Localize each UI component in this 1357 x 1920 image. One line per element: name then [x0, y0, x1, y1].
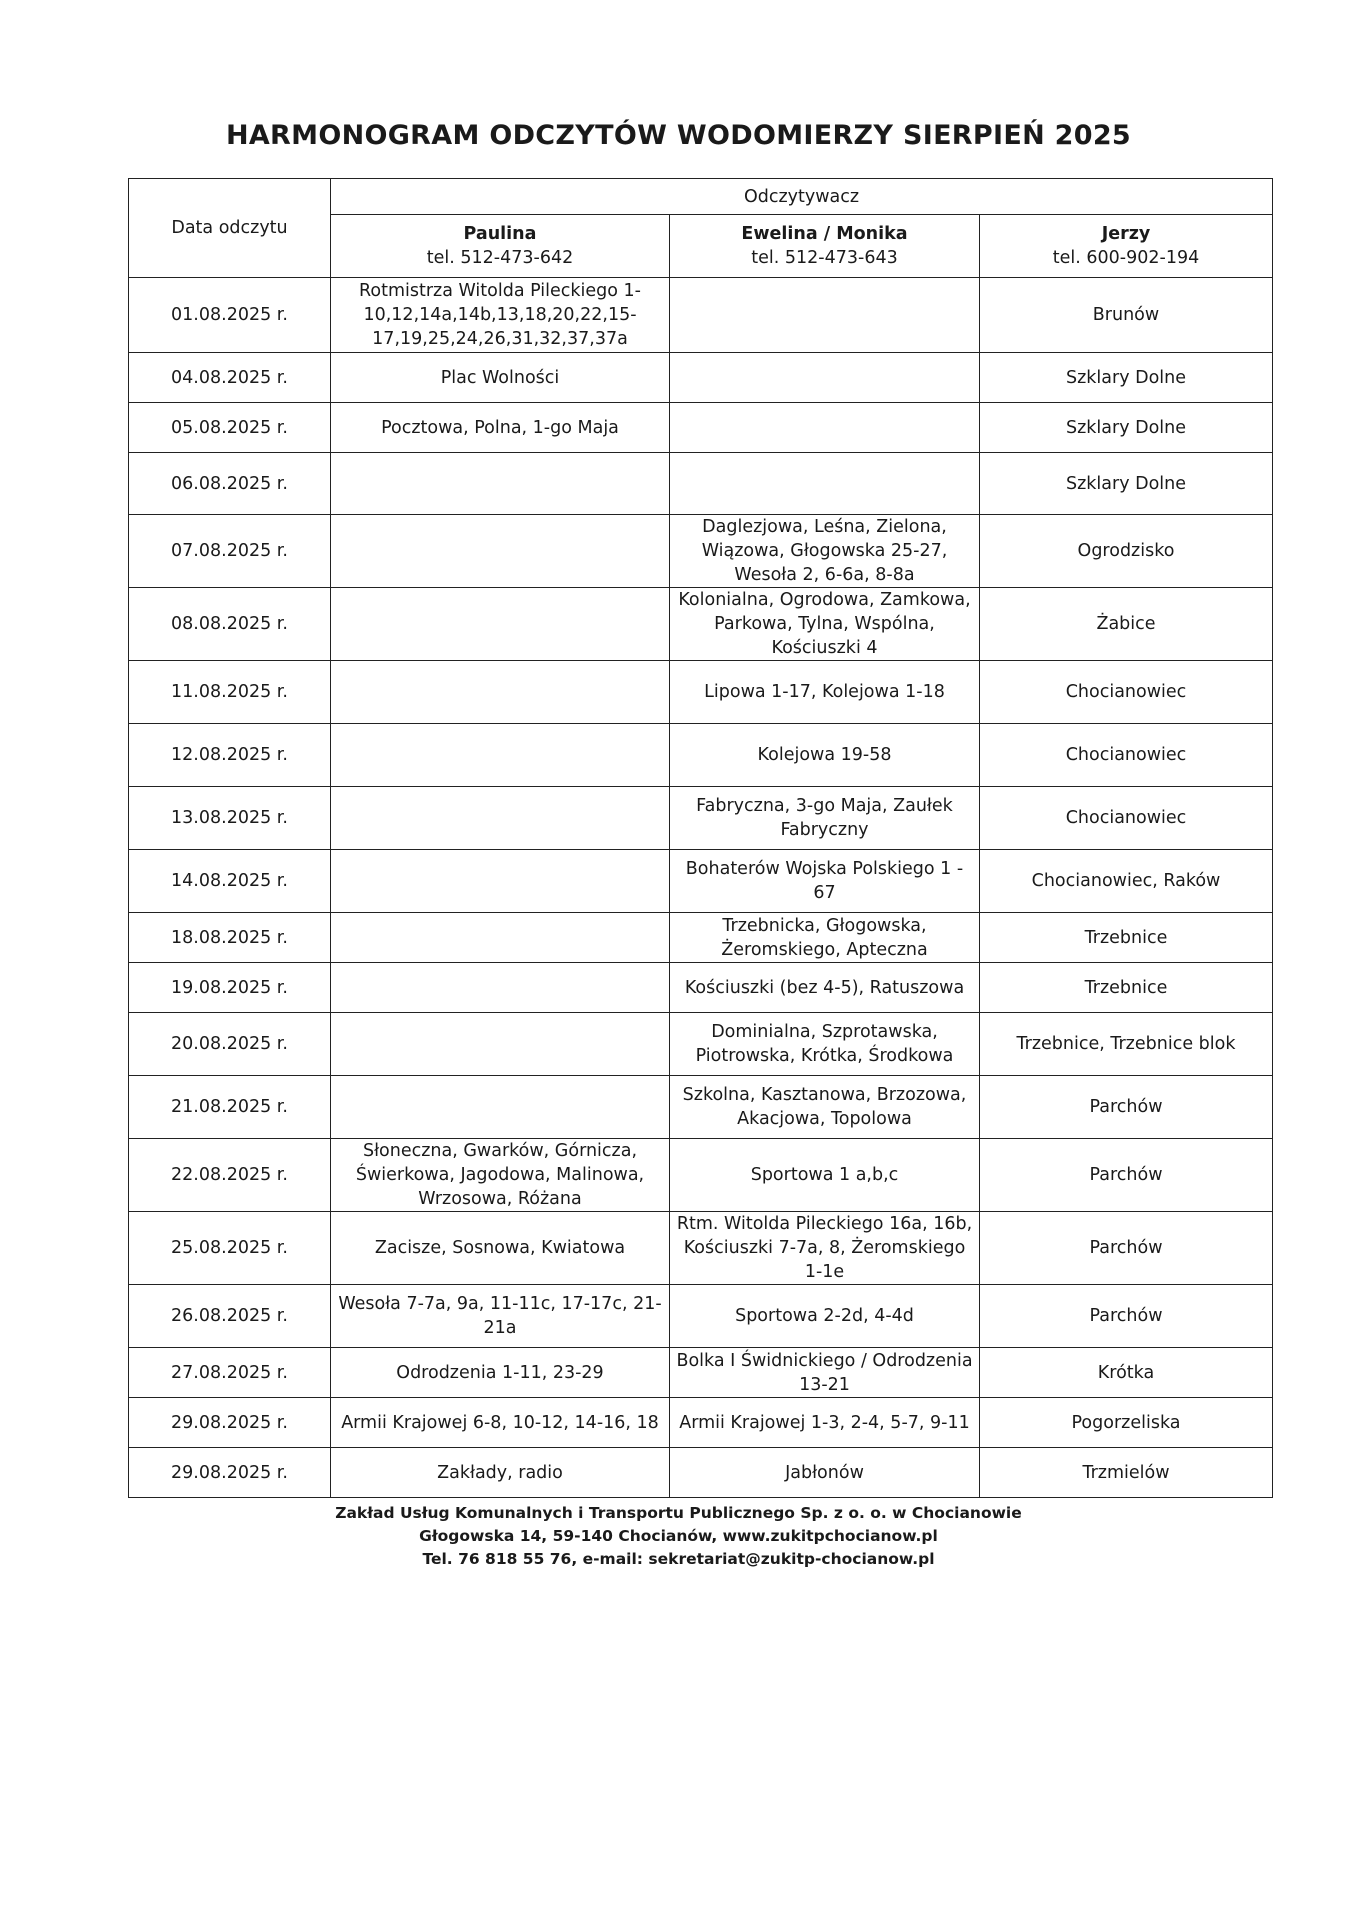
paulina-cell	[331, 1076, 670, 1139]
date-cell: 27.08.2025 r.	[129, 1348, 331, 1398]
table-row	[129, 403, 1273, 453]
paulina-cell	[331, 963, 670, 1013]
ewelina-monika-cell: Dominialna, Szprotawska, Piotrowska, Krótka, Środkowa	[670, 1013, 980, 1076]
date-cell: 21.08.2025 r.	[129, 1076, 331, 1139]
jerzy-cell: Chocianowiec, Raków	[980, 850, 1273, 913]
header-row-top	[129, 179, 1273, 215]
date-cell: 04.08.2025 r.	[129, 353, 331, 403]
date-cell: 18.08.2025 r.	[129, 913, 331, 963]
jerzy-cell: Szklary Dolne	[980, 353, 1273, 403]
paulina-cell: Odrodzenia 1-11, 23-29	[331, 1348, 670, 1398]
readers-header: Odczytywacz	[331, 179, 1273, 215]
jerzy-cell: Parchów	[980, 1076, 1273, 1139]
jerzy-cell: Parchów	[980, 1285, 1273, 1348]
ewelina-monika-cell	[670, 403, 980, 453]
table-row	[129, 1212, 1273, 1285]
table-row	[129, 1398, 1273, 1448]
paulina-cell	[331, 724, 670, 787]
reader-name: Ewelina / Monika	[741, 224, 908, 244]
table-row	[129, 1348, 1273, 1398]
date-cell: 19.08.2025 r.	[129, 963, 331, 1013]
paulina-cell: Armii Krajowej 6-8, 10-12, 14-16, 18	[331, 1398, 670, 1448]
date-cell: 01.08.2025 r.	[129, 278, 331, 353]
reader-name: Paulina	[463, 224, 537, 244]
footer-contact: Tel. 76 818 55 76, e-mail: sekretariat@zukitp-chocianow.pl	[422, 1550, 935, 1568]
date-cell: 08.08.2025 r.	[129, 588, 331, 661]
ewelina-monika-cell: Kościuszki (bez 4-5), Ratuszowa	[670, 963, 980, 1013]
date-cell: 05.08.2025 r.	[129, 403, 331, 453]
paulina-cell	[331, 787, 670, 850]
table-row	[129, 724, 1273, 787]
table-row	[129, 453, 1273, 515]
date-cell: 25.08.2025 r.	[129, 1212, 331, 1285]
ewelina-monika-cell: Bohaterów Wojska Polskiego 1 - 67	[670, 850, 980, 913]
ewelina-monika-cell: Lipowa 1-17, Kolejowa 1-18	[670, 661, 980, 724]
paulina-cell: Pocztowa, Polna, 1-go Maja	[331, 403, 670, 453]
table-row	[129, 1448, 1273, 1498]
company-footer	[0, 1502, 1357, 1571]
date-cell: 29.08.2025 r.	[129, 1398, 331, 1448]
reading-schedule-table	[128, 178, 1273, 1498]
date-cell: 22.08.2025 r.	[129, 1139, 331, 1212]
reader-header-jerzy	[980, 215, 1273, 278]
table-row	[129, 1139, 1273, 1212]
footer-address: Głogowska 14, 59-140 Chocianów, www.zukitpchocianow.pl	[419, 1527, 938, 1545]
table-row	[129, 278, 1273, 353]
paulina-cell	[331, 913, 670, 963]
paulina-cell	[331, 850, 670, 913]
ewelina-monika-cell: Rtm. Witolda Pileckiego 16a, 16b, Kościuszki 7-7a, 8, Żeromskiego 1-1e	[670, 1212, 980, 1285]
date-cell: 26.08.2025 r.	[129, 1285, 331, 1348]
date-cell: 29.08.2025 r.	[129, 1448, 331, 1498]
page-title: HARMONOGRAM ODCZYTÓW WODOMIERZY SIERPIEŃ 2025	[225, 120, 1132, 151]
jerzy-cell: Parchów	[980, 1212, 1273, 1285]
table-row	[129, 1285, 1273, 1348]
jerzy-cell: Trzebnice	[980, 963, 1273, 1013]
jerzy-cell: Trzmielów	[980, 1448, 1273, 1498]
reader-name: Jerzy	[1101, 224, 1151, 244]
paulina-cell	[331, 1013, 670, 1076]
table-row	[129, 588, 1273, 661]
jerzy-cell: Chocianowiec	[980, 661, 1273, 724]
table-row	[129, 515, 1273, 588]
ewelina-monika-cell: Armii Krajowej 1-3, 2-4, 5-7, 9-11	[670, 1398, 980, 1448]
paulina-cell	[331, 661, 670, 724]
ewelina-monika-cell: Daglezjowa, Leśna, Zielona, Wiązowa, Głogowska 25-27, Wesoła 2, 6-6a, 8-8a	[670, 515, 980, 588]
reader-phone: tel. 600-902-194	[1052, 248, 1200, 268]
paulina-cell	[331, 515, 670, 588]
paulina-cell: Zakłady, radio	[331, 1448, 670, 1498]
jerzy-cell: Trzebnice, Trzebnice blok	[980, 1013, 1273, 1076]
jerzy-cell: Chocianowiec	[980, 724, 1273, 787]
paulina-cell: Słoneczna, Gwarków, Górnicza, Świerkowa, Jagodowa, Malinowa, Wrzosowa, Różana	[331, 1139, 670, 1212]
paulina-cell: Wesoła 7-7a, 9a, 11-11c, 17-17c, 21-21a	[331, 1285, 670, 1348]
footer-company-name: Zakład Usług Komunalnych i Transportu Publicznego Sp. z o. o. w Chocianowie	[335, 1504, 1022, 1522]
jerzy-cell: Brunów	[980, 278, 1273, 353]
ewelina-monika-cell: Kolejowa 19-58	[670, 724, 980, 787]
paulina-cell: Plac Wolności	[331, 353, 670, 403]
paulina-cell: Rotmistrza Witolda Pileckiego 1-10,12,14a,14b,13,18,20,22,15-17,19,25,24,26,31,32,37,37a	[331, 278, 670, 353]
paulina-cell	[331, 588, 670, 661]
ewelina-monika-cell	[670, 278, 980, 353]
table-row	[129, 850, 1273, 913]
paulina-cell: Zacisze, Sosnowa, Kwiatowa	[331, 1212, 670, 1285]
ewelina-monika-cell: Sportowa 1 a,b,c	[670, 1139, 980, 1212]
ewelina-monika-cell: Trzebnicka, Głogowska, Żeromskiego, Apteczna	[670, 913, 980, 963]
date-cell: 06.08.2025 r.	[129, 453, 331, 515]
table-row	[129, 787, 1273, 850]
ewelina-monika-cell: Fabryczna, 3-go Maja, Zaułek Fabryczny	[670, 787, 980, 850]
table-row	[129, 353, 1273, 403]
jerzy-cell: Chocianowiec	[980, 787, 1273, 850]
ewelina-monika-cell: Kolonialna, Ogrodowa, Zamkowa, Parkowa, Tylna, Wspólna, Kościuszki 4	[670, 588, 980, 661]
reader-phone: tel. 512-473-643	[751, 248, 898, 268]
jerzy-cell: Szklary Dolne	[980, 403, 1273, 453]
reader-header-ewelina-monika	[670, 215, 980, 278]
table-row	[129, 1076, 1273, 1139]
date-column-header: Data odczytu	[129, 179, 331, 278]
ewelina-monika-cell	[670, 353, 980, 403]
date-cell: 11.08.2025 r.	[129, 661, 331, 724]
reader-header-paulina	[331, 215, 670, 278]
jerzy-cell: Ogrodzisko	[980, 515, 1273, 588]
table-row	[129, 913, 1273, 963]
table-row	[129, 661, 1273, 724]
ewelina-monika-cell: Szkolna, Kasztanowa, Brzozowa, Akacjowa, Topolowa	[670, 1076, 980, 1139]
ewelina-monika-cell: Bolka I Świdnickiego / Odrodzenia 13-21	[670, 1348, 980, 1398]
jerzy-cell: Parchów	[980, 1139, 1273, 1212]
date-cell: 12.08.2025 r.	[129, 724, 331, 787]
jerzy-cell: Trzebnice	[980, 913, 1273, 963]
date-cell: 14.08.2025 r.	[129, 850, 331, 913]
date-cell: 20.08.2025 r.	[129, 1013, 331, 1076]
jerzy-cell: Szklary Dolne	[980, 453, 1273, 515]
table-row	[129, 963, 1273, 1013]
jerzy-cell: Krótka	[980, 1348, 1273, 1398]
jerzy-cell: Pogorzeliska	[980, 1398, 1273, 1448]
table-row	[129, 1013, 1273, 1076]
reader-phone: tel. 512-473-642	[426, 248, 574, 268]
jerzy-cell: Żabice	[980, 588, 1273, 661]
date-cell: 13.08.2025 r.	[129, 787, 331, 850]
paulina-cell	[331, 453, 670, 515]
date-cell: 07.08.2025 r.	[129, 515, 331, 588]
ewelina-monika-cell: Jabłonów	[670, 1448, 980, 1498]
ewelina-monika-cell	[670, 453, 980, 515]
ewelina-monika-cell: Sportowa 2-2d, 4-4d	[670, 1285, 980, 1348]
